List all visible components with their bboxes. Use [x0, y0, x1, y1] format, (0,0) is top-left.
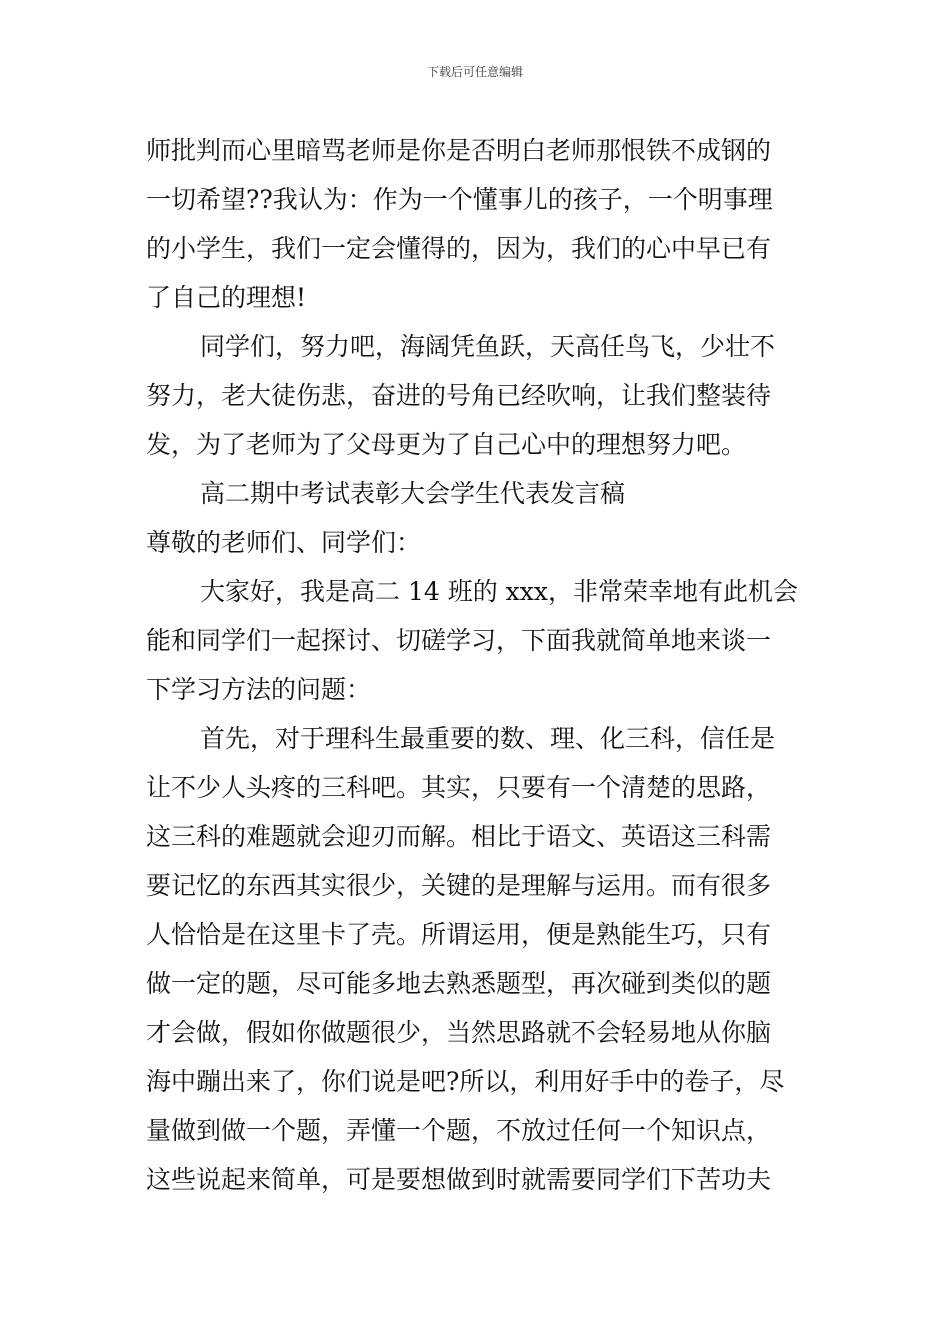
text-line: 努力，老大徒伤悲，奋进的号角已经吹响，让我们整装待	[146, 381, 772, 410]
text-line: 了自己的理想!	[146, 283, 307, 312]
text-line: 这些说起来简单，可是要想做到时就需要同学们下苦功夫	[146, 1165, 772, 1194]
text-line: 一切希望??我认为：作为一个懂事儿的孩子，一个明事理	[146, 185, 773, 214]
text-line: 下学习方法的问题：	[146, 675, 372, 704]
text-line: 让不少人头疼的三科吧。其实，只要有一个清楚的思路，	[146, 773, 772, 802]
text-line: 海中蹦出来了，你们说是吧?所以，利用好手中的卷子，尽	[146, 1067, 785, 1096]
text-line: 能和同学们一起探讨、切磋学习，下面我就简单地来谈一	[146, 626, 772, 655]
text-line: 要记忆的东西其实很少，关键的是理解与运用。而有很多	[146, 871, 772, 900]
salutation-line: 尊敬的老师们、同学们：	[146, 528, 422, 557]
page-header: 下载后可任意编辑	[426, 65, 523, 79]
text-line: 做一定的题，尽可能多地去熟悉题型，再次碰到类似的题	[146, 969, 772, 998]
paragraph-start-line: 首先，对于理科生最重要的数、理、化三科，信任是	[200, 724, 776, 753]
text-line: 量做到做一个题，弄懂一个题，不放过任何一个知识点，	[146, 1116, 772, 1145]
text-line: 这三科的难题就会迎刃而解。相比于语文、英语这三科需	[146, 822, 772, 851]
speech-title: 高二期中考试表彰大会学生代表发言稿	[200, 479, 626, 508]
paragraph-start-line: 同学们，努力吧，海阔凭鱼跃，天高任鸟飞，少壮不	[200, 332, 776, 361]
text-line: 师批判而心里暗骂老师是你是否明白老师那恨铁不成钢的	[146, 136, 772, 165]
text-line: 人恰恰是在这里卡了壳。所谓运用，便是熟能生巧，只有	[146, 920, 772, 949]
text-line: 才会做，假如你做题很少，当然思路就不会轻易地从你脑	[146, 1018, 772, 1047]
paragraph-start-line: 大家好，我是高二 14 班的 xxx，非常荣幸地有此机会	[200, 577, 798, 606]
text-line: 的小学生，我们一定会懂得的，因为，我们的心中早已有	[146, 234, 772, 263]
text-line: 发，为了老师为了父母更为了自己心中的理想努力吧。	[146, 430, 747, 459]
document-body	[146, 126, 814, 1204]
